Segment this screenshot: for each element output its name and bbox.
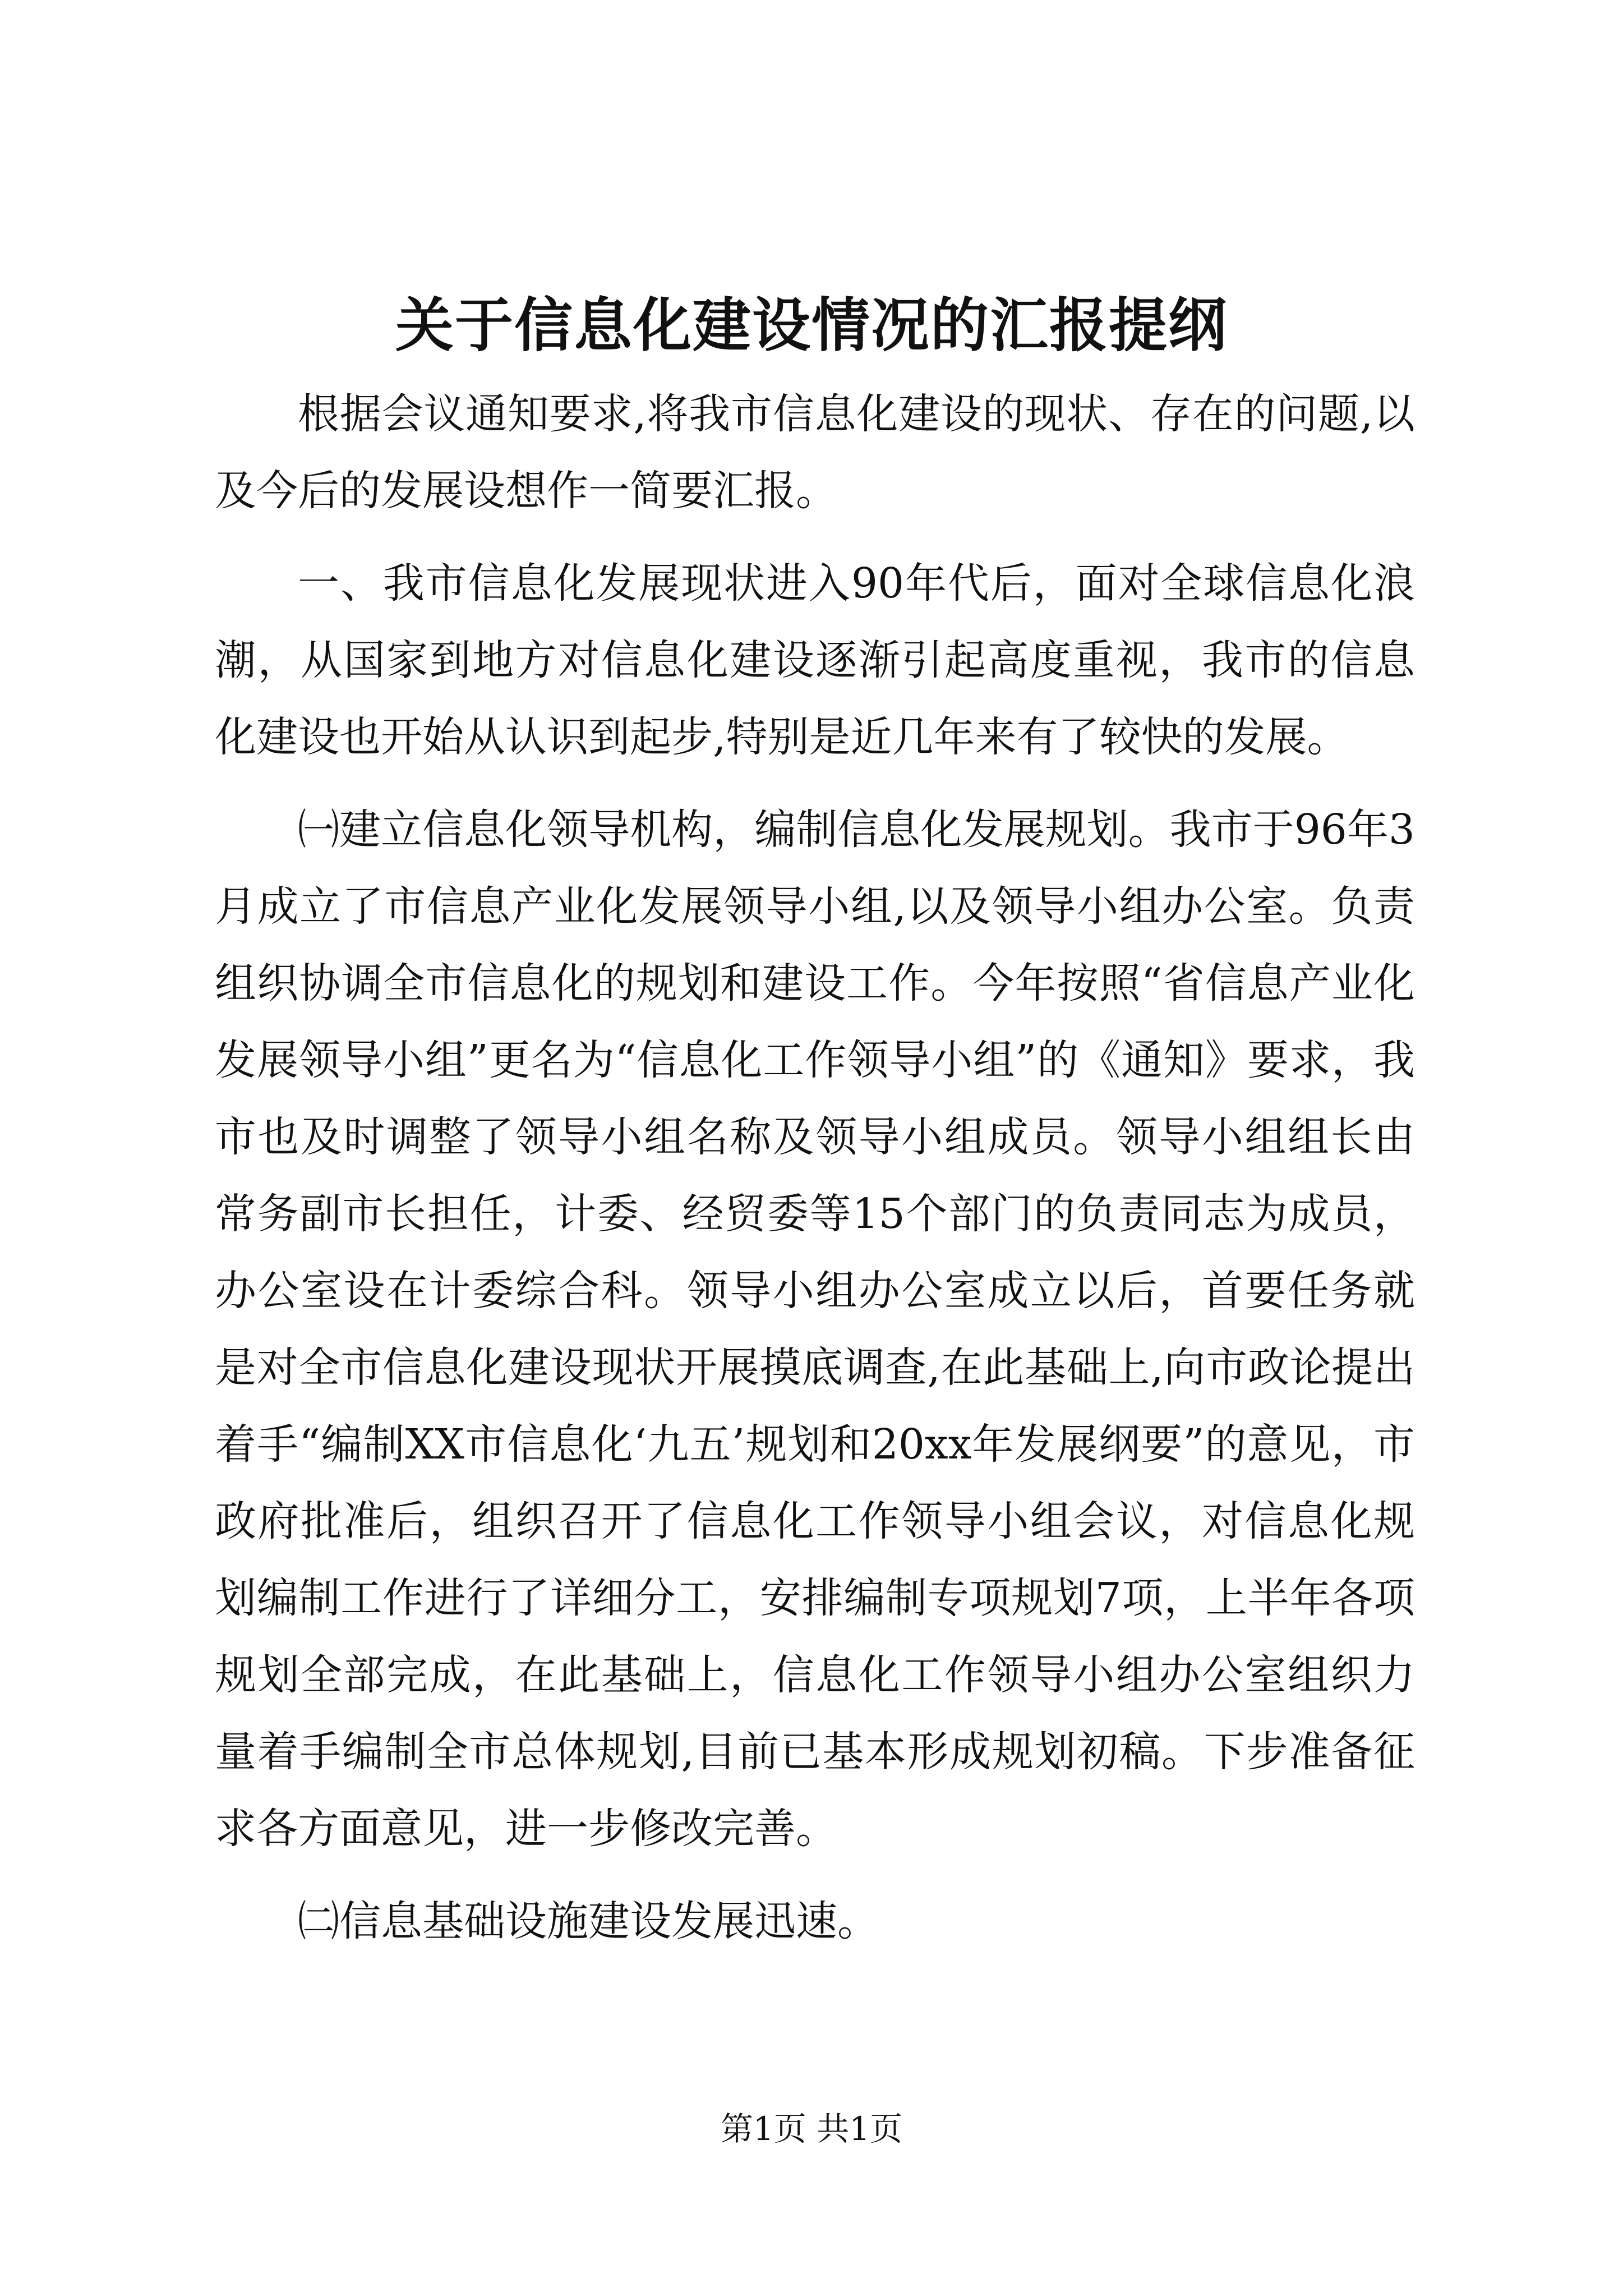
paragraph-section-one: 一、我市信息化发展现状进入90年代后，面对全球信息化浪潮，从国家到地方对信息化建设逐渐引起高度重视，我市的信息化建设也开始从认识到起步,特别是近几年来有了较快的发展。 bbox=[215, 559, 1415, 761]
paragraph-subsection-one: ㈠建立信息化领导机构，编制信息化发展规划。我市于96年3月成立了市信息产业化发展领导小组,以及领导小组办公室。负责组织协调全市信息化的规划和建设工作。今年按照“省信息产业化发展领导小组”更名为“信息化工作领导小组”的《通知》要求，我市也及时调整了领导小组名称及领导小组成员。领导小组组长由常务副市长担任，计委、经贸委等15个部门的负责同志为成员，办公室设在计委综合科。领导小组办公室成立以后，首要任务就是对全市信息化建设现状开展摸底调查,在此基础上,向市政论提出着手“编制XX市信息化‘九五’规划和20xx年发展纲要”的意见，市政府批准后，组织召开了信息化工作领导小组会议，对信息化规划编制工作进行了详细分工，安排编制专项规划7项，上半年各项规划全部完成，在此基础上，信息化工作领导小组办公室组织力量着手编制全市总体规划,目前已基本形成规划初稿。下步准备征求各方面意见，进一步修改完善。 bbox=[215, 806, 1415, 1853]
document-title: 关于信息化建设情况的汇报提纲 bbox=[395, 291, 1228, 360]
page-footer: 第1页 共1页 bbox=[720, 2110, 903, 2148]
document-body bbox=[215, 376, 1415, 1976]
paragraph-intro: 根据会议通知要求,将我市信息化建设的现状、存在的问题,以及今后的发展设想作一简要汇报。 bbox=[215, 390, 1415, 515]
paragraph-subsection-two: ㈡信息基础设施建设发展迅速。 bbox=[298, 1897, 879, 1945]
